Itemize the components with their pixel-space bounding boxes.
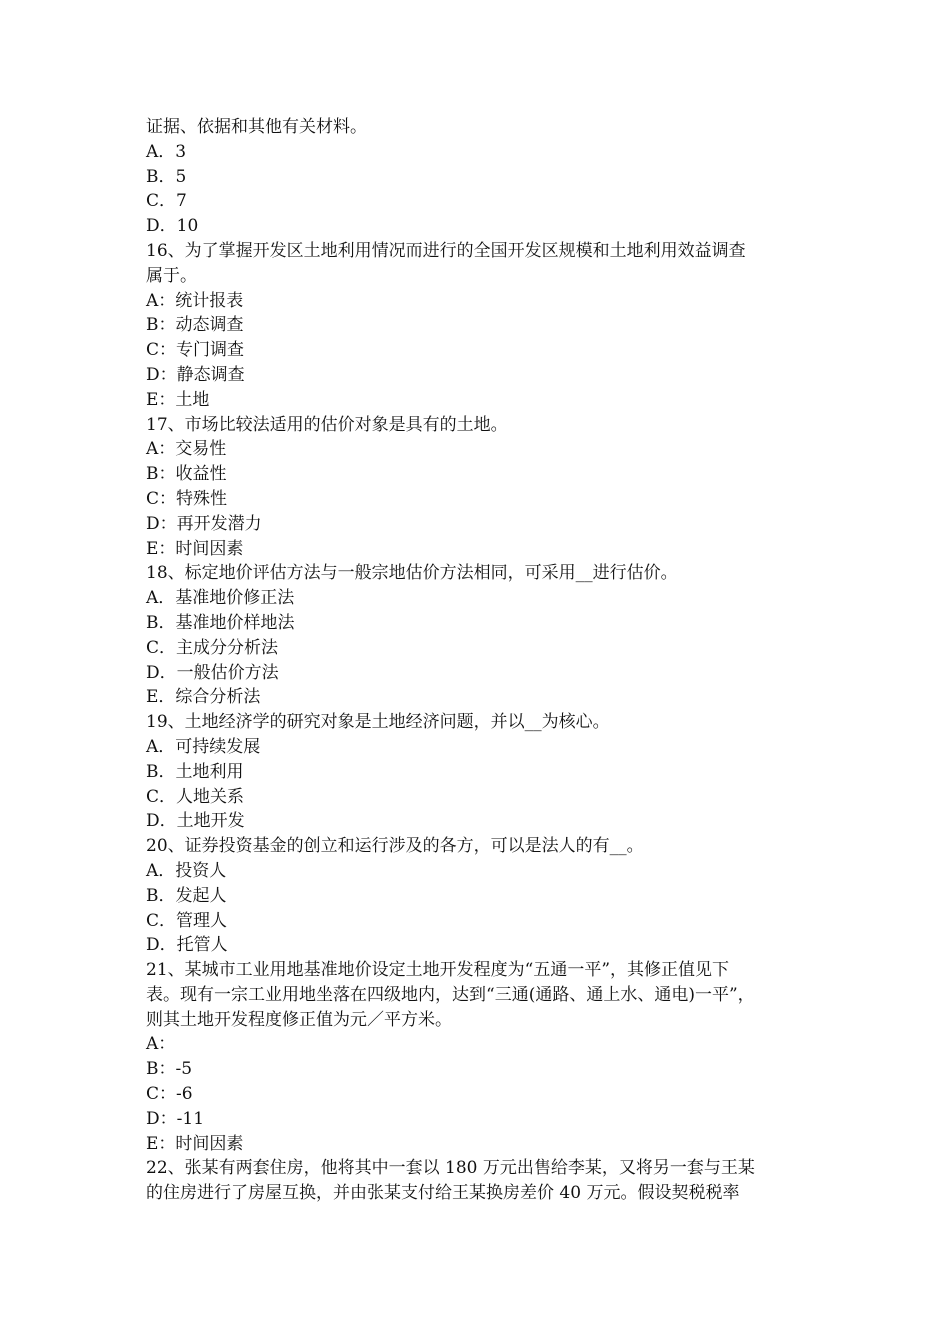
question-20: 20、证券投资基金的创立和运行涉及的各方，可以是法人的有__。 [146,836,644,857]
option-d: D．一般估价方法 [146,662,279,683]
question-16: 16、为了掌握开发区土地利用情况而进行的全国开发区规模和土地利用效益调查 [146,240,746,261]
option-c: C．人地关系 [146,786,245,807]
question-16-continued: 属于。 [146,265,197,286]
option-c: C：特殊性 [146,488,228,509]
option-e: E：时间因素 [146,538,244,559]
question-22: 22、张某有两套住房，他将其中一套以 180 万元出售给李某，又将另一套与王某 [146,1158,755,1179]
question-21: 21、某城市工业用地基准地价设定土地开发程度为“五通一平”，其修正值见下 [146,960,730,981]
option-a: A：交易性 [146,439,227,460]
option-a: A： [146,1034,176,1055]
option-a: A．可持续发展 [146,736,261,757]
option-d: D：静态调查 [146,364,245,385]
option-c: C．7 [146,191,187,212]
question-19: 19、土地经济学的研究对象是土地经济问题，并以__为核心。 [146,712,610,733]
option-a: A．投资人 [146,860,227,881]
question-21-continued: 则其土地开发程度修正值为元／平方米。 [146,1009,452,1030]
option-e: E：土地 [146,389,210,410]
option-a: A：统计报表 [146,290,244,311]
option-d: D．托管人 [146,935,228,956]
option-e: E：时间因素 [146,1133,244,1154]
option-d: D．土地开发 [146,811,245,832]
option-b: B．发起人 [146,885,227,906]
question-17: 17、市场比较法适用的估价对象是具有的土地。 [146,414,508,435]
option-c: C．管理人 [146,910,228,931]
option-b: B：动态调查 [146,315,244,336]
option-b: B：-5 [146,1059,193,1080]
option-b: B．土地利用 [146,761,244,782]
question-21-continued: 表。现有一宗工业用地坐落在四级地内，达到“三通(通路、通上水、通电)一平”， [146,984,755,1005]
option-c: C：专门调查 [146,340,245,361]
option-c: C：-6 [146,1084,193,1105]
option-c: C．主成分分析法 [146,637,279,658]
question-22-continued: 的住房进行了房屋互换，并由张某支付给王某换房差价 40 万元。假设契税税率 [146,1183,740,1204]
option-a: A．3 [146,141,187,162]
option-b: B：收益性 [146,464,227,485]
option-b: B．基准地价样地法 [146,612,295,633]
option-e: E．综合分析法 [146,687,261,708]
option-d: D．10 [146,216,199,237]
question-18: 18、标定地价评估方法与一般宗地估价方法相同，可采用__进行估价。 [146,563,678,584]
option-d: D：-11 [146,1108,205,1129]
option-d: D：再开发潜力 [146,513,262,534]
text-line: 证据、依据和其他有关材料。 [146,117,367,137]
option-b: B．5 [146,166,187,187]
option-a: A．基准地价修正法 [146,588,295,609]
document-page [146,115,822,1206]
